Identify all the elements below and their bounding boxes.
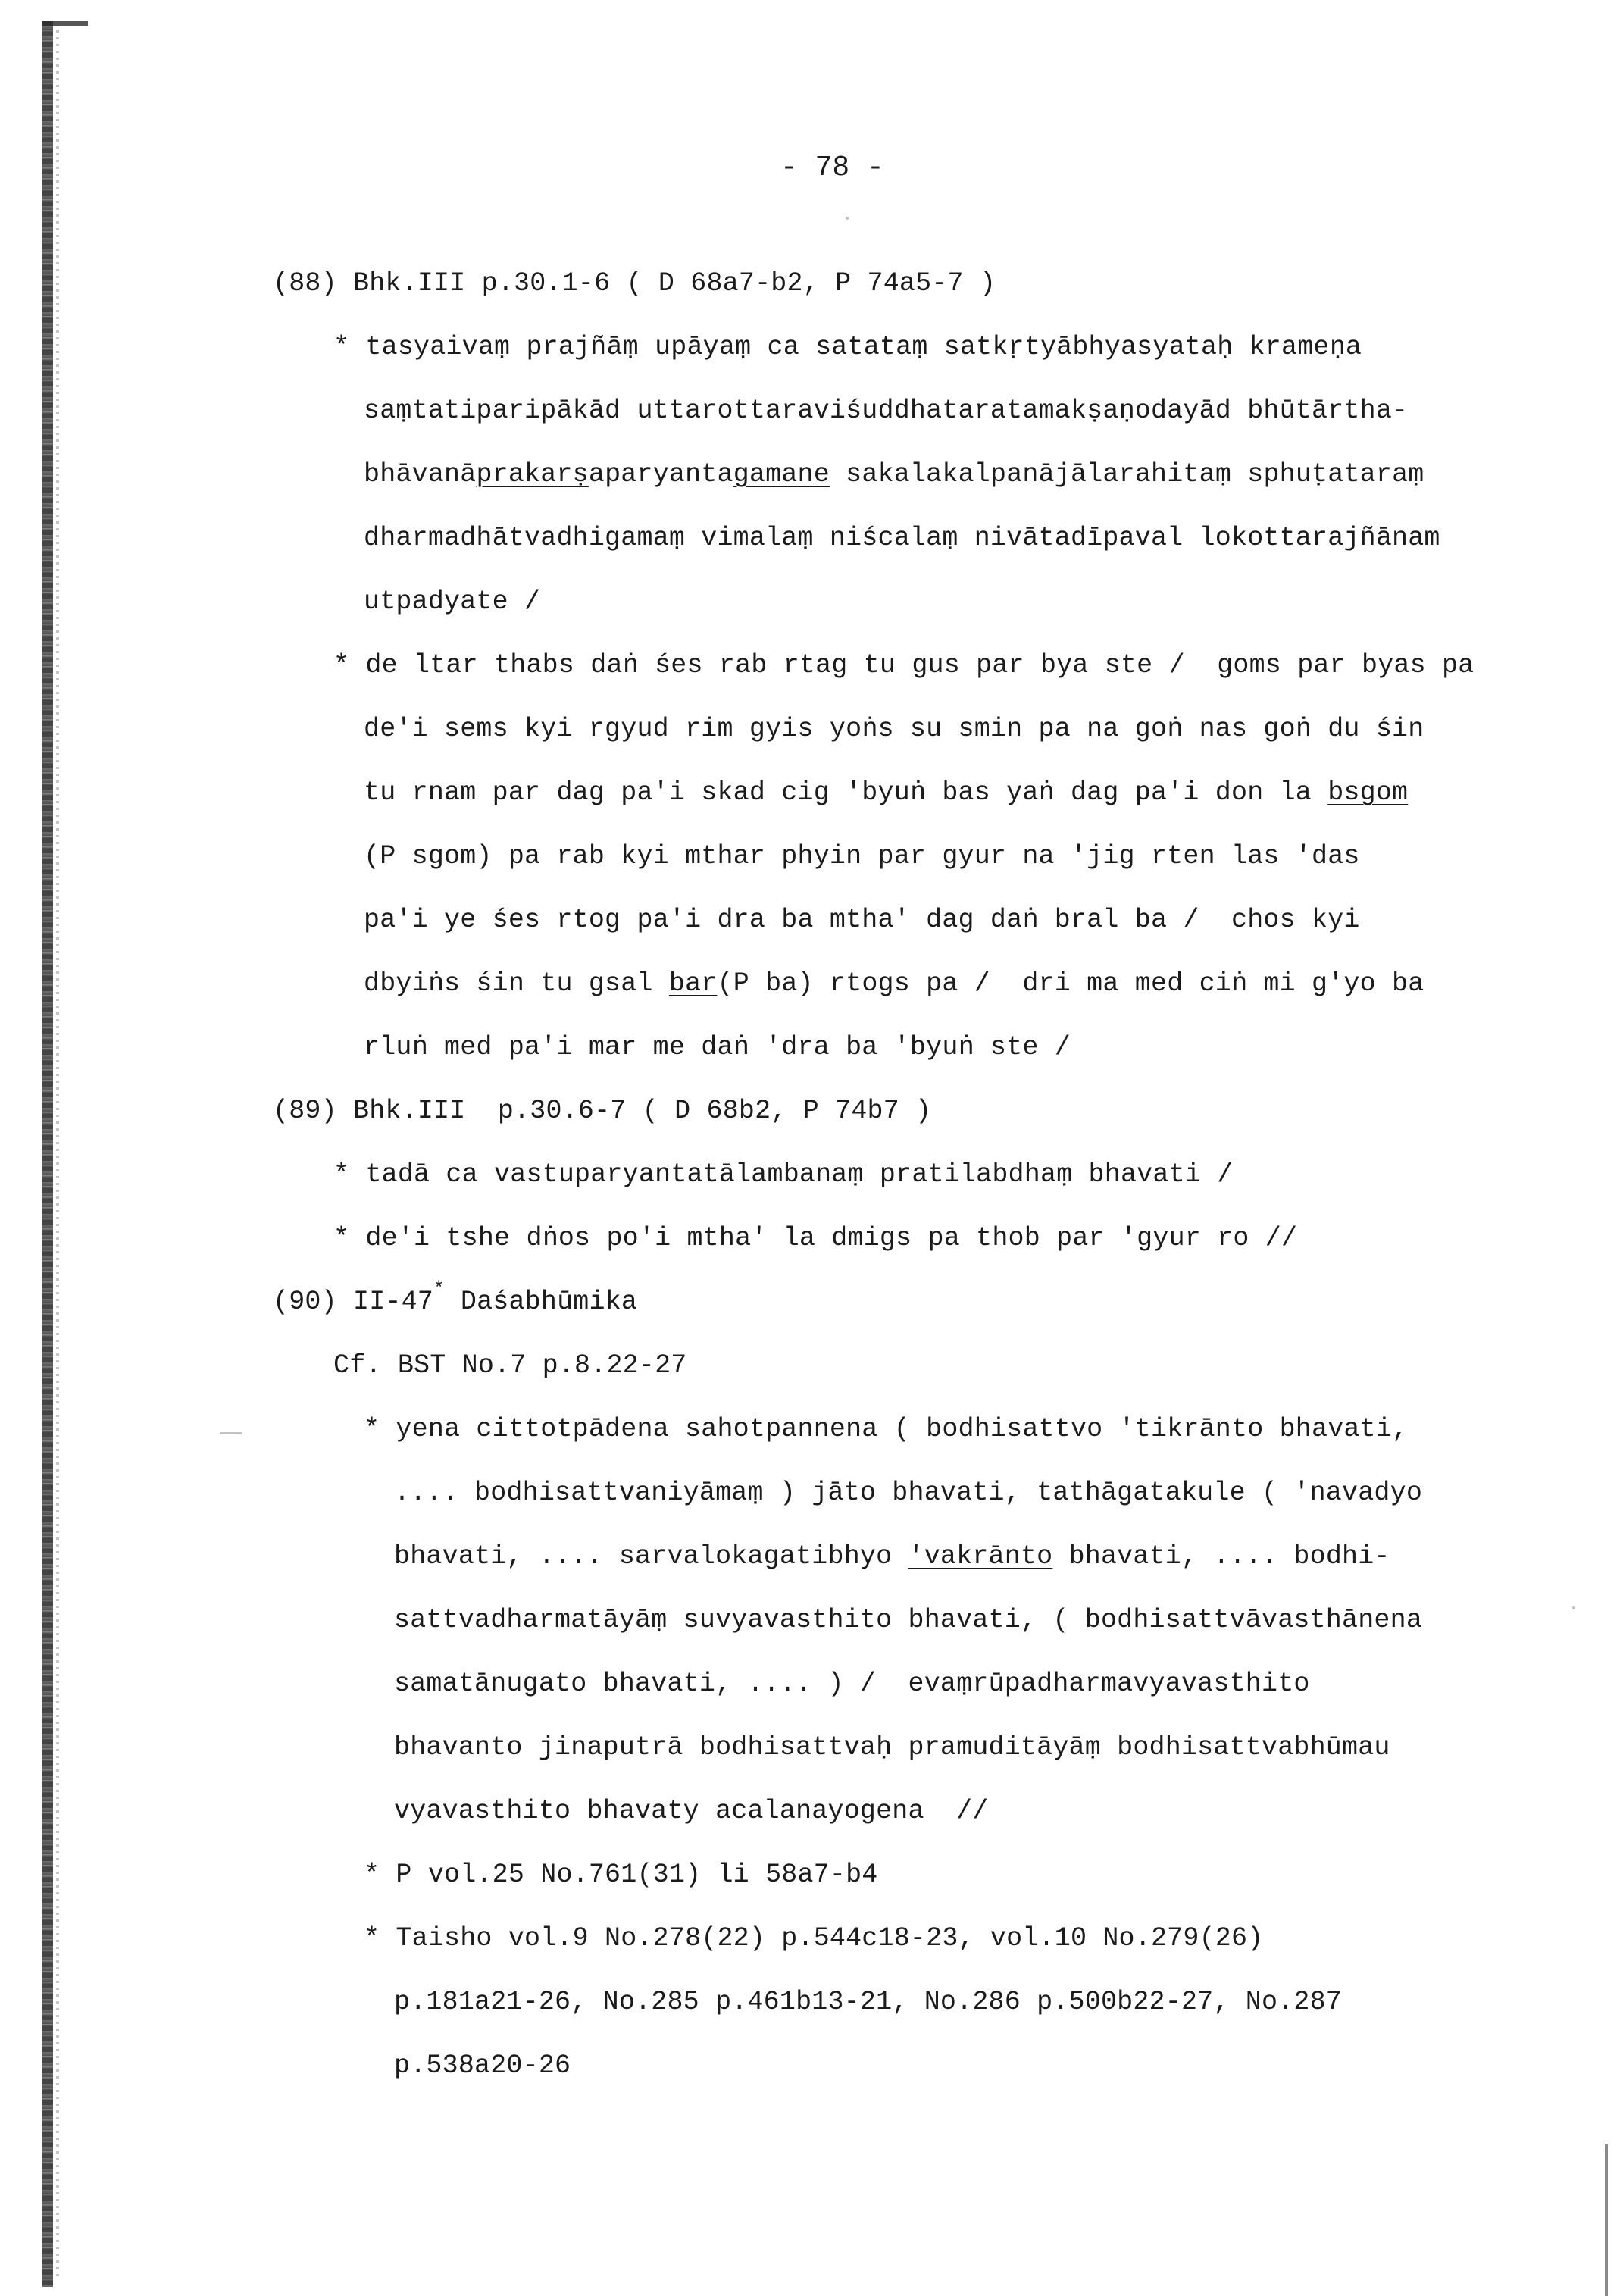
binding-edge-top	[42, 21, 88, 26]
tibetan-line: (P sgom) pa rab kyi mthar phyin par gyur na 'jig rten las 'das	[364, 841, 1360, 871]
reference-line: * P vol.25 No.761(31) li 58a7-b4	[364, 1860, 878, 1890]
right-edge-mark	[1605, 2144, 1608, 2296]
tibetan-line: rluṅ med pa'i mar me daṅ 'dra ba 'byuṅ ste /	[364, 1032, 1071, 1062]
sanskrit-line	[394, 1540, 1390, 1573]
underlined-segment: prakarṣ	[476, 459, 589, 490]
entry-88-heading: (88) Bhk.III p.30.1-6 ( D 68a7-b2, P 74a5-7 )	[273, 268, 996, 299]
reference-line: p.181a21-26, No.285 p.461b13-21, No.286 p.500b22-27, No.287	[394, 1987, 1343, 2017]
entry-90-heading	[273, 1279, 638, 1318]
sanskrit-line: dharmadhātvadhigamaṃ vimalaṃ niścalaṃ nivātadīpaval lokottarajñānam	[364, 523, 1440, 553]
paper-speck	[846, 217, 849, 220]
sanskrit-line: bhavanto jinaputrā bodhisattvaḥ pramuditāyāṃ bodhisattvabhūmau	[394, 1732, 1390, 1763]
text-segment: sakalakalpanājālarahitaṃ sphuṭataraṃ	[829, 459, 1424, 490]
sanskrit-line: vyavasthito bhavaty acalanayogena //	[394, 1796, 989, 1826]
text-segment: bhavati, .... bodhi-	[1052, 1541, 1390, 1572]
underlined-segment: bsgom	[1327, 777, 1409, 808]
page-number: - 78 -	[780, 152, 884, 184]
tibetan-line: * de'i tshe dṅos po'i mtha' la dmigs pa thob par 'gyur ro //	[333, 1223, 1298, 1253]
sanskrit-line: * tasyaivaṃ prajñāṃ upāyaṃ ca satataṃ satkṛtyābhyasyataḥ krameṇa	[333, 332, 1362, 362]
reference-line: p.538a20-26	[394, 2050, 571, 2081]
footnote-asterisk: *	[433, 1279, 445, 1300]
binding-shadow	[56, 30, 59, 2281]
text-segment: bhavati, .... sarvalokagatibhyo	[394, 1541, 908, 1572]
text-segment: Daśabhūmika	[444, 1287, 638, 1317]
entry-89-heading: (89) Bhk.III p.30.6-7 ( D 68b2, P 74b7 )	[273, 1096, 932, 1126]
sanskrit-line: .... bodhisattvaniyāmaṃ ) jāto bhavati, tathāgatakule ( 'navadyo	[394, 1478, 1423, 1508]
text-segment: tu rnam par dag pa'i skad cig 'byuṅ bas yaṅ dag pa'i don la	[364, 777, 1328, 808]
sanskrit-line: saṃtatiparipākād uttarottaraviśuddhataratamakṣaṇodayād bhūtārtha-	[364, 396, 1409, 426]
tibetan-line: * de ltar thabs daṅ śes rab rtag tu gus par bya ste / goms par byas pa	[333, 650, 1474, 680]
sanskrit-line: sattvadharmatāyāṃ suvyavasthito bhavati, ( bodhisattvāvasthānena	[394, 1605, 1423, 1635]
sanskrit-line: * yena cittotpādena sahotpannena ( bodhisattvo 'tikrānto bhavati,	[364, 1414, 1409, 1444]
tibetan-line: de'i sems kyi rgyud rim gyis yoṅs su smin pa na goṅ nas goṅ du śin	[364, 714, 1424, 744]
sanskrit-line: * tadā ca vastuparyantatālambanaṃ pratilabdhaṃ bhavati /	[333, 1159, 1234, 1190]
sanskrit-line: utpadyate /	[364, 587, 541, 617]
text-segment: (P ba) rtogs pa / dri ma med ciṅ mi g'yo ba	[717, 968, 1424, 999]
tibetan-line	[364, 776, 1408, 809]
text-segment: (90) II-47	[273, 1287, 434, 1317]
reference-line: Cf. BST No.7 p.8.22-27	[333, 1350, 687, 1381]
text-segment: bhāvanā	[364, 459, 477, 490]
text-segment: aparyanta	[588, 459, 733, 490]
reference-line: * Taisho vol.9 No.278(22) p.544c18-23, vol.10 No.279(26)	[364, 1923, 1264, 1953]
text-segment: dbyiṅs śin tu gsal	[364, 968, 669, 999]
paper-speck	[220, 1432, 242, 1434]
underlined-segment: 'vakrānto	[908, 1541, 1053, 1572]
binding-edge	[42, 21, 53, 2287]
underlined-segment: gamane	[733, 459, 830, 490]
tibetan-line: pa'i ye śes rtog pa'i dra ba mtha' dag daṅ bral ba / chos kyi	[364, 905, 1360, 935]
paper-speck	[1572, 1606, 1575, 1609]
sanskrit-line: samatānugato bhavati, .... ) / evaṃrūpadharmavyavasthito	[394, 1669, 1310, 1699]
sanskrit-line	[364, 458, 1424, 491]
underlined-segment: bar	[668, 968, 718, 999]
tibetan-line	[364, 967, 1424, 1000]
